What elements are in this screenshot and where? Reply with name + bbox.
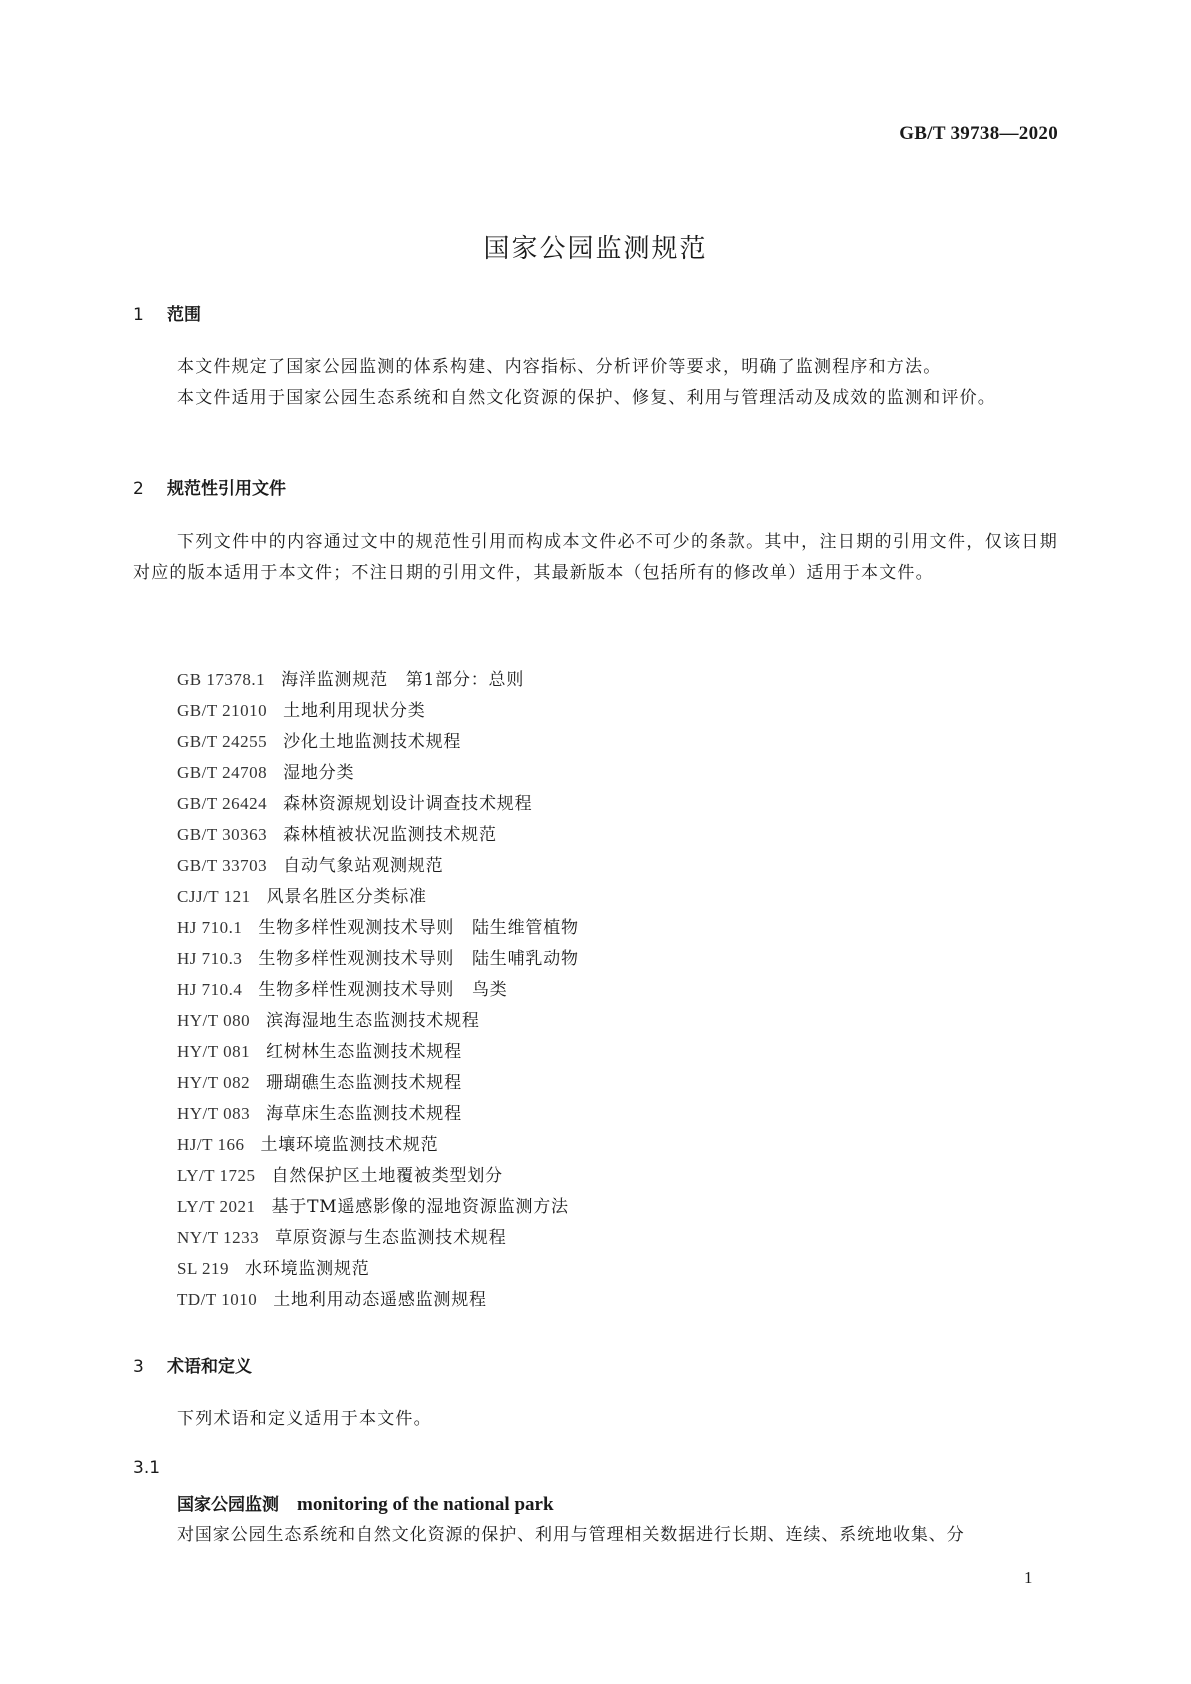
- reference-title: 基于TM遥感影像的湿地资源监测方法: [271, 1197, 569, 1217]
- list-item: [177, 881, 579, 912]
- reference-title: 草原资源与生态监测技术规程: [275, 1228, 507, 1248]
- reference-code: HY/T 080: [177, 1011, 251, 1030]
- list-item: [177, 1222, 579, 1253]
- clause-number: 3.1: [133, 1458, 161, 1478]
- standard-code: GB/T 39738—2020: [899, 123, 1058, 144]
- list-item: [177, 1036, 579, 1067]
- section-title: 术语和定义: [167, 1357, 252, 1377]
- reference-code: HJ 710.4: [177, 980, 243, 999]
- list-item: [177, 912, 579, 943]
- list-item: [177, 1098, 579, 1129]
- reference-title: 自然保护区土地覆被类型划分: [271, 1166, 503, 1186]
- reference-title: 海洋监测规范 第1部分：总则: [281, 670, 525, 690]
- list-item: [177, 1284, 579, 1315]
- reference-code: GB/T 24255: [177, 732, 268, 751]
- reference-code: LY/T 1725: [177, 1166, 256, 1185]
- list-item: [177, 1253, 579, 1284]
- reference-title: 生物多样性观测技术导则 鸟类: [258, 980, 508, 1000]
- reference-code: GB/T 33703: [177, 856, 268, 875]
- reference-code: GB 17378.1: [177, 670, 266, 689]
- list-item: [177, 1005, 579, 1036]
- term-chinese: 国家公园监测: [177, 1495, 279, 1515]
- reference-list: [177, 664, 579, 1315]
- list-item: [177, 1067, 579, 1098]
- reference-title: 湿地分类: [283, 763, 355, 783]
- list-item: [177, 664, 579, 695]
- reference-code: GB/T 30363: [177, 825, 268, 844]
- reference-code: HJ 710.3: [177, 949, 243, 968]
- reference-title: 生物多样性观测技术导则 陆生维管植物: [258, 918, 579, 938]
- paragraph: 本文件适用于国家公园生态系统和自然文化资源的保护、修复、利用与管理活动及成效的监测和评价。: [177, 388, 996, 408]
- section-number: 2: [133, 479, 144, 499]
- section-title: 范围: [167, 305, 201, 325]
- reference-code: CJJ/T 121: [177, 887, 251, 906]
- reference-title: 红树林生态监测技术规程: [266, 1042, 462, 1062]
- reference-code: GB/T 26424: [177, 794, 268, 813]
- reference-title: 滨海湿地生态监测技术规程: [266, 1011, 480, 1031]
- reference-title: 水环境监测规范: [244, 1259, 370, 1279]
- section-number: 3: [133, 1357, 144, 1377]
- paragraph: 下列术语和定义适用于本文件。: [177, 1409, 432, 1429]
- reference-code: GB/T 24708: [177, 763, 268, 782]
- section-number: 1: [133, 305, 144, 325]
- list-item: [177, 819, 579, 850]
- reference-code: HY/T 081: [177, 1042, 251, 1061]
- reference-code: TD/T 1010: [177, 1290, 258, 1309]
- reference-title: 森林植被状况监测技术规范: [283, 825, 497, 845]
- term-definition: 对国家公园生态系统和自然文化资源的保护、利用与管理相关数据进行长期、连续、系统地收集、分: [177, 1525, 965, 1545]
- term-entry: [177, 1490, 554, 1516]
- reference-code: HY/T 083: [177, 1104, 251, 1123]
- reference-title: 土地利用现状分类: [283, 701, 426, 721]
- paragraph: 本文件规定了国家公园监测的体系构建、内容指标、分析评价等要求，明确了监测程序和方法。: [177, 357, 942, 377]
- reference-title: 自动气象站观测规范: [283, 856, 444, 876]
- reference-code: NY/T 1233: [177, 1228, 260, 1247]
- list-item: [177, 726, 579, 757]
- section-heading-scope: [133, 300, 201, 325]
- list-item: [177, 695, 579, 726]
- reference-code: SL 219: [177, 1259, 229, 1278]
- page-number: 1: [1024, 1568, 1033, 1587]
- section-heading-normative-references: [133, 474, 286, 499]
- reference-code: LY/T 2021: [177, 1197, 256, 1216]
- list-item: [177, 757, 579, 788]
- section-heading-terms: [133, 1352, 252, 1377]
- list-item: [177, 1191, 579, 1222]
- page-title: 国家公园监测规范: [483, 234, 708, 264]
- reference-title: 珊瑚礁生态监测技术规程: [266, 1073, 462, 1093]
- list-item: [177, 974, 579, 1005]
- list-item: [177, 943, 579, 974]
- reference-title: 生物多样性观测技术导则 陆生哺乳动物: [258, 949, 579, 969]
- reference-code: HJ/T 166: [177, 1135, 245, 1154]
- list-item: [177, 788, 579, 819]
- list-item: [177, 1129, 579, 1160]
- paragraph: 下列文件中的内容通过文中的规范性引用而构成本文件必不可少的条款。其中，注日期的引用文件，仅该日期对应的版本适用于本文件；不注日期的引用文件，其最新版本（包括所有的修改单）适用于本文件。: [133, 532, 1058, 583]
- reference-code: HJ 710.1: [177, 918, 243, 937]
- reference-code: GB/T 21010: [177, 701, 268, 720]
- list-item: [177, 850, 579, 881]
- reference-title: 风景名胜区分类标准: [266, 887, 427, 907]
- reference-title: 土壤环境监测技术规范: [260, 1135, 439, 1155]
- reference-title: 海草床生态监测技术规程: [266, 1104, 462, 1124]
- list-item: [177, 1160, 579, 1191]
- reference-title: 森林资源规划设计调查技术规程: [283, 794, 533, 814]
- reference-title: 土地利用动态遥感监测规程: [273, 1290, 487, 1310]
- section-title: 规范性引用文件: [167, 479, 286, 499]
- reference-title: 沙化土地监测技术规程: [283, 732, 462, 752]
- reference-code: HY/T 082: [177, 1073, 251, 1092]
- term-english: monitoring of the national park: [297, 1494, 554, 1515]
